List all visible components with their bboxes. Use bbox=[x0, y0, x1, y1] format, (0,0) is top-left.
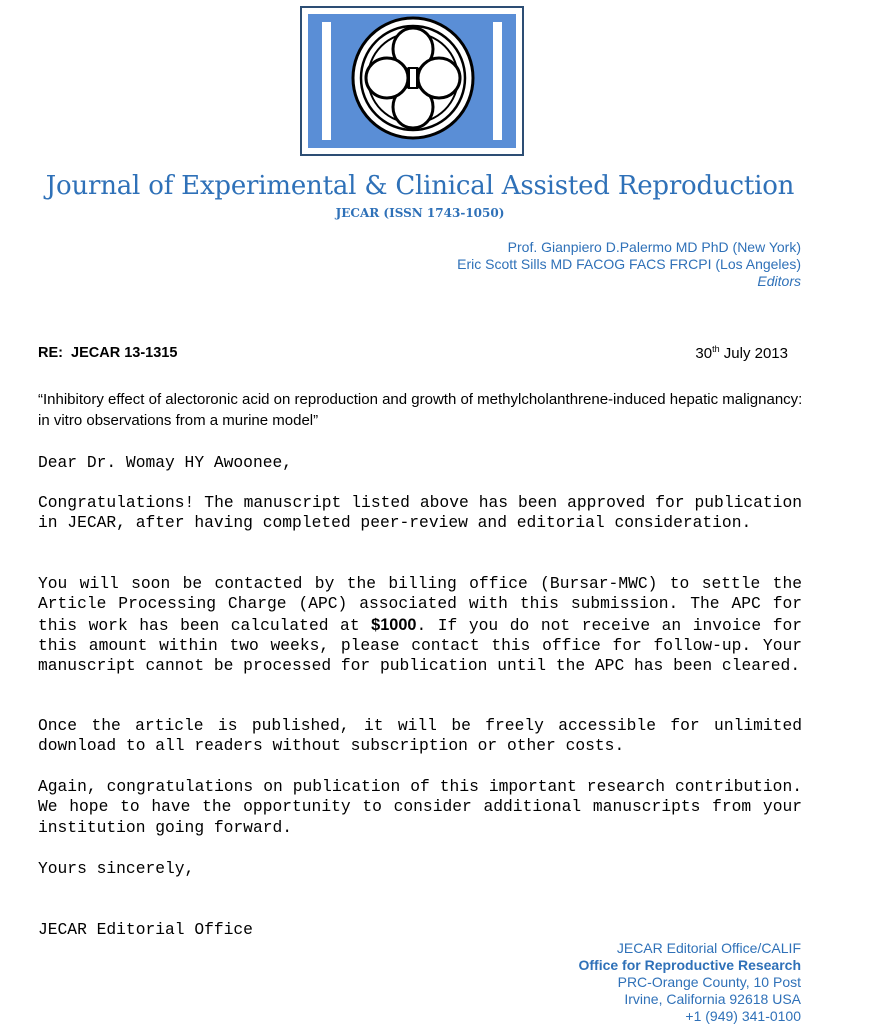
jecar-logo-icon bbox=[302, 8, 522, 154]
apc-amount: $1000 bbox=[371, 615, 417, 634]
reference-line: RE: JECAR 13-1315 bbox=[38, 345, 178, 361]
date-suffix: th bbox=[712, 344, 720, 354]
footer-address bbox=[578, 940, 801, 1025]
journal-title: Journal of Experimental & Clinical Assisted Reproduction bbox=[45, 171, 795, 201]
footer-line: JECAR Editorial Office/CALIF bbox=[616, 940, 801, 956]
salutation: Dear Dr. Womay HY Awoonee, bbox=[38, 453, 293, 472]
paragraph-closing: Again, congratulations on publication of this important research contribution. We hope to have the opportunity to consider additional manuscripts from your institution going forward. bbox=[38, 777, 802, 837]
footer-phone: +1 (949) 341-0100 bbox=[685, 1008, 801, 1024]
date-rest: July 2013 bbox=[719, 345, 788, 362]
editor-line: Prof. Gianpiero D.Palermo MD PhD (New York) bbox=[507, 239, 801, 255]
paragraph-approval: Congratulations! The manuscript listed above has been approved for publication in JECAR, after having completed peer-review and editorial consideration. bbox=[38, 493, 802, 533]
footer-line: PRC-Orange County, 10 Post bbox=[617, 974, 801, 990]
editor-line: Eric Scott Sills MD FACOG FACS FRCPI (Los Angeles) bbox=[457, 256, 801, 272]
signoff: JECAR Editorial Office bbox=[38, 920, 253, 939]
billing-text-b: . If you do not receive an invoice for this amount within two weeks, please contact this office for follow-up. Your manuscript cannot be processed for publication until the APC has been cleared. bbox=[38, 615, 803, 676]
billing-text-a: You will soon be contacted by the billing office (Bursar-MWC) to settle the Article Processing Charge (APC) associated with this submission. The APC for this work has been calculated at bbox=[38, 574, 802, 635]
journal-issn: JECAR (ISSN 1743-1050) bbox=[335, 206, 505, 220]
letter-date bbox=[695, 344, 788, 362]
paragraph-access: Once the article is published, it will be freely accessible for unlimited download to all readers without subscription or other costs. bbox=[38, 716, 802, 756]
editors-role: Editors bbox=[757, 273, 801, 289]
paragraph-billing bbox=[38, 574, 802, 676]
journal-logo bbox=[300, 6, 524, 156]
footer-org: Office for Reproductive Research bbox=[578, 957, 801, 973]
editors-block bbox=[457, 239, 801, 290]
footer-line: Irvine, California 92618 USA bbox=[624, 991, 801, 1007]
date-day: 30 bbox=[695, 345, 713, 362]
closing: Yours sincerely, bbox=[38, 859, 195, 878]
article-title: “Inhibitory effect of alectoronic acid on reproduction and growth of methylcholanthrene-induced hepatic malignancy: in vitro observations from a murine model” bbox=[38, 391, 803, 429]
